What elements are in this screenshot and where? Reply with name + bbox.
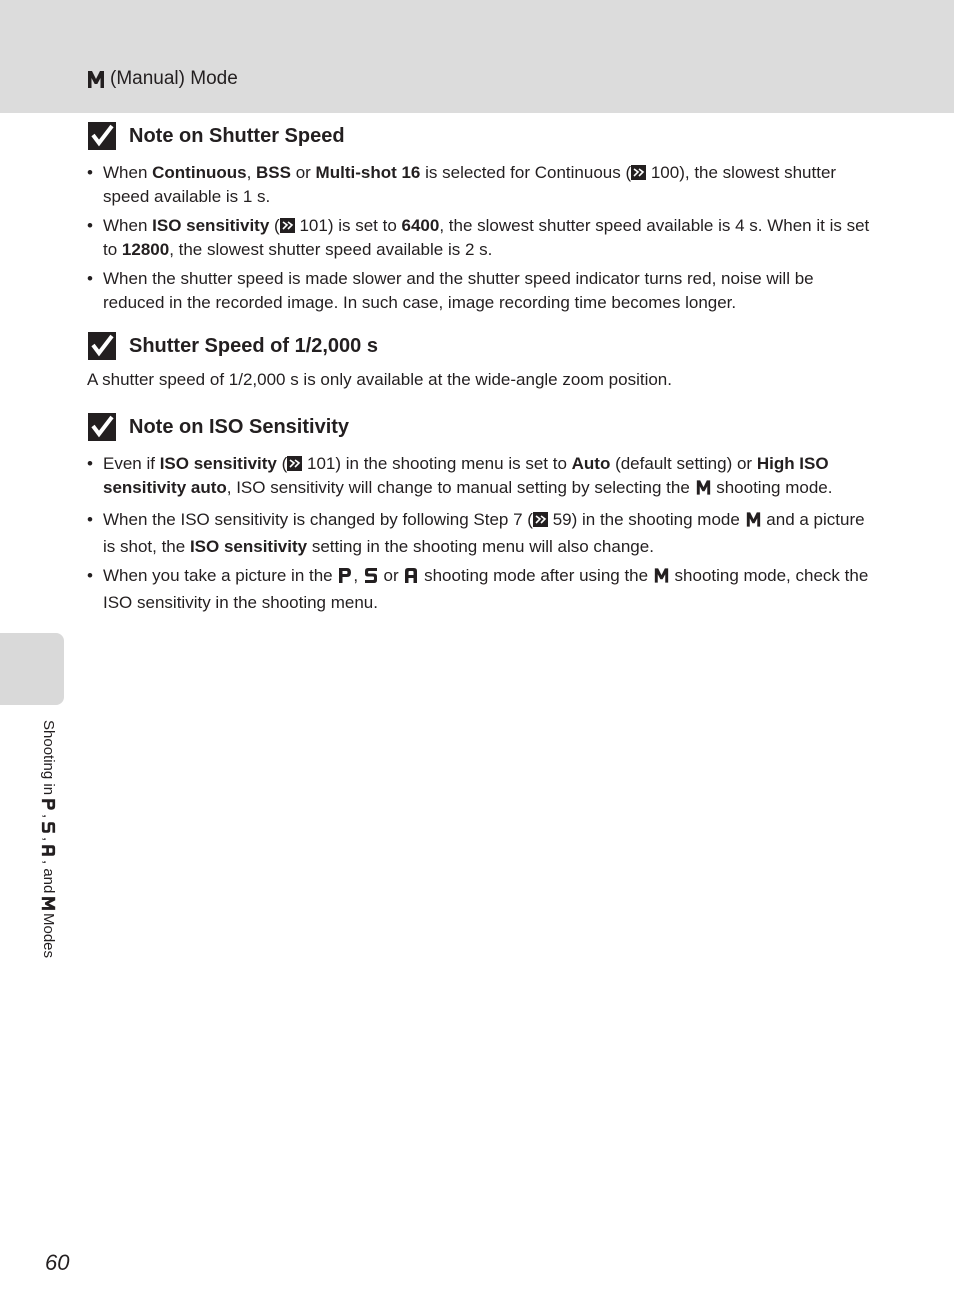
check-note-icon [87, 121, 117, 151]
bullet-list [87, 452, 877, 615]
manual-mode-m-icon [746, 511, 761, 535]
aperture-priority-a-icon [40, 843, 57, 858]
section-heading [87, 411, 877, 443]
header-title: (Manual) Mode [110, 68, 238, 89]
section-title: Note on ISO Sensitivity [129, 415, 350, 438]
section-heading [87, 120, 877, 152]
section-note-shutter-speed [87, 120, 877, 320]
aperture-priority-a-icon [404, 567, 418, 591]
section-body: A shutter speed of 1/2,000 s is only available at the wide-angle zoom position. [87, 370, 672, 389]
list-item: • When Continuous, BSS or Multi-shot 16 is selected for Continuous ( 100), the slowest shutter speed available is 1 s. [87, 161, 877, 209]
section-note-iso-sensitivity [87, 411, 877, 620]
program-mode-p-icon [40, 797, 57, 812]
chapter-side-tab [0, 633, 64, 705]
list-item: • When the ISO sensitivity is changed by following Step 7 ( 59) in the shooting mode and a picture is shot, the ISO sensitivity setting in the shooting menu will also change. [87, 508, 877, 559]
shutter-priority-s-icon [364, 567, 378, 591]
manual-mode-m-icon [87, 70, 105, 89]
manual-mode-m-icon [654, 567, 669, 591]
page-reference-icon [287, 454, 302, 469]
manual-mode-m-icon [696, 479, 711, 503]
section-shutter-speed-2000 [87, 330, 877, 392]
list-item: • Even if ISO sensitivity ( 101) in the shooting menu is set to Auto (default setting) or High ISO sensitivity auto, ISO sensitivity will change to manual setting by selecting the shooting mode. [87, 452, 877, 503]
list-item: • When the shutter speed is made slower and the shutter speed indicator turns red, noise will be reduced in the recorded image. In such case, image recording time becomes longer. [87, 267, 877, 315]
manual-mode-m-icon [40, 896, 57, 911]
page-number: 60 [45, 1250, 70, 1275]
list-item: • When ISO sensitivity ( 101) is set to 6400, the slowest shutter speed available is 4 s. When it is set to 12800, the slowest shutter speed available is 2 s. [87, 214, 877, 262]
section-title: Shutter Speed of 1/2,000 s [129, 334, 378, 357]
check-note-icon [87, 412, 117, 442]
header-band [0, 0, 954, 113]
list-item: • When you take a picture in the , or shooting mode after using the shooting mode, check the ISO sensitivity in the shooting menu. [87, 564, 877, 615]
chapter-side-label: Shooting in , , , and Modes [40, 720, 57, 958]
page-header [87, 66, 238, 92]
page-reference-icon [280, 216, 295, 231]
shutter-priority-s-icon [40, 820, 57, 835]
bullet-list [87, 161, 877, 315]
section-heading [87, 330, 877, 362]
page-reference-icon [631, 163, 646, 178]
check-note-icon [87, 331, 117, 361]
program-mode-p-icon [338, 567, 352, 591]
page-reference-icon [533, 510, 548, 525]
section-title: Note on Shutter Speed [129, 124, 345, 147]
